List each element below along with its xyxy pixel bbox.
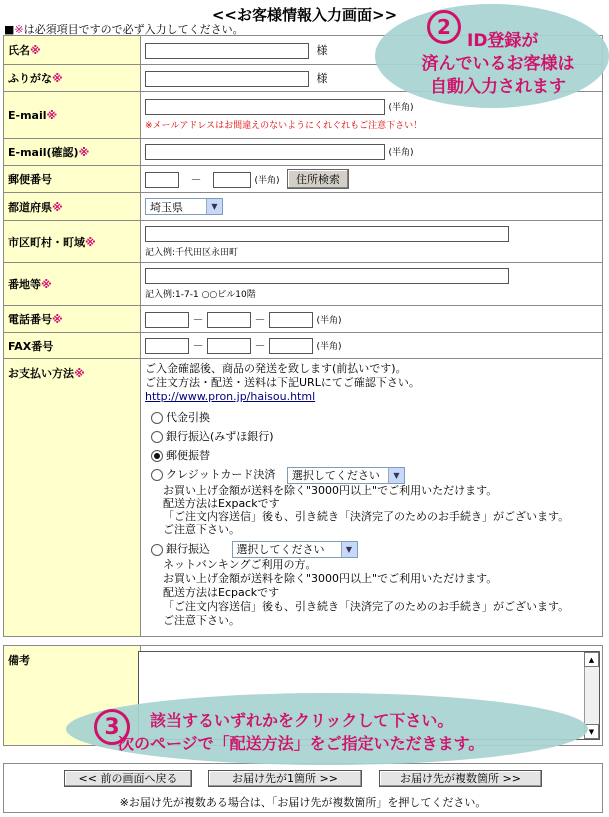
- dash: －: [254, 339, 266, 352]
- payment-option-bank-mizuho[interactable]: 銀行振込(みずほ銀行): [151, 427, 602, 446]
- radio-cod[interactable]: [151, 412, 163, 424]
- name-input[interactable]: [145, 43, 309, 59]
- radio-postal[interactable]: [151, 450, 163, 462]
- hankaku-note: (半角): [254, 176, 280, 186]
- annotation-3-line-1: 該当するいずれかをクリックして下さい。: [150, 711, 454, 730]
- radio-card[interactable]: [151, 469, 163, 481]
- annotation-bubble-2: [375, 4, 609, 108]
- shipping-info-link[interactable]: http://www.pron.jp/haisou.html: [145, 390, 316, 403]
- postal-input-2[interactable]: [213, 172, 251, 188]
- address-example: 記入例:1-7-1 ○○ビル10階: [145, 290, 256, 300]
- label-email: E-mail※: [4, 92, 141, 139]
- scroll-down-icon[interactable]: ▼: [584, 724, 599, 739]
- chevron-down-icon: ▼: [388, 468, 404, 483]
- email-input[interactable]: [145, 99, 385, 115]
- label-phone: 電話番号※: [4, 306, 141, 333]
- label-remarks: 備考: [4, 646, 141, 746]
- hankaku-note: (半角): [388, 103, 414, 113]
- scroll-up-icon[interactable]: ▲: [584, 652, 599, 667]
- label-payment: お支払い方法※: [4, 359, 141, 637]
- city-input[interactable]: [145, 226, 509, 242]
- row-postal: [4, 166, 603, 193]
- sama-suffix: 様: [316, 71, 328, 85]
- postal-input-1[interactable]: [145, 172, 179, 188]
- bottom-note: ※お届け先が複数ある場合は、「お届け先が複数箇所」を押してください。: [119, 796, 487, 809]
- phone-input-1[interactable]: [145, 312, 189, 328]
- multiple-destination-button[interactable]: お届け先が複数箇所 >>: [379, 770, 542, 787]
- row-email-confirm: [4, 139, 603, 166]
- payment-option-bank[interactable]: 銀行振込 選択してください ▼: [145, 541, 602, 558]
- annotation-2-line-2: 済んでいるお客様は: [421, 54, 575, 74]
- city-example: 記入例:千代田区永田町: [145, 247, 239, 258]
- card-select[interactable]: 選択してください ▼: [287, 467, 405, 484]
- customer-form: [3, 35, 603, 637]
- chevron-down-icon: ▼: [341, 542, 357, 557]
- single-destination-button[interactable]: お届け先が1箇所 >>: [208, 770, 362, 787]
- annotation-3-line-2: 次のページで「配送方法」をご指定いただきます。: [118, 734, 485, 753]
- dash: －: [254, 312, 266, 326]
- furigana-input[interactable]: [145, 71, 309, 87]
- required-note-text: は必須項目ですので必ず入力してください。: [23, 23, 244, 36]
- label-email-confirm: E-mail(確認)※: [4, 139, 141, 166]
- address-input[interactable]: [145, 268, 509, 284]
- row-address: [4, 263, 603, 306]
- dash: －: [192, 339, 204, 352]
- label-name: 氏名※: [4, 36, 141, 65]
- hankaku-note: (半角): [388, 148, 414, 158]
- back-button[interactable]: << 前の画面へ戻る: [64, 770, 192, 787]
- sama-suffix: 様: [316, 43, 328, 57]
- navigation-box: [3, 763, 603, 813]
- hankaku-note: (半角): [316, 342, 342, 352]
- annotation-2-line-1: ID登録が: [467, 31, 539, 51]
- card-notes: お買い上げ金額が送料を除く"3000円以上"でご利用いただけます。 配送方法はExpackです 「ご注文内容送信」後も、引き続き「決済完了のためのお手続き」がございます。 ご注意下さい。: [163, 484, 570, 536]
- label-furigana: ふりがな※: [4, 65, 141, 92]
- prefecture-select[interactable]: [145, 198, 223, 215]
- fax-input-3[interactable]: [269, 338, 313, 354]
- hankaku-note: (半角): [316, 315, 342, 326]
- radio-bank[interactable]: [151, 544, 163, 556]
- email-confirm-input[interactable]: [145, 144, 385, 160]
- fax-input-1[interactable]: [145, 338, 189, 354]
- phone-input-3[interactable]: [269, 312, 313, 328]
- payment-intro-1: ご入金確認後、商品の発送を致します(前払いです)。: [145, 362, 407, 375]
- required-mark: ■: [4, 23, 15, 36]
- label-prefecture: 都道府県※: [4, 193, 141, 221]
- row-prefecture: [4, 193, 603, 221]
- label-city: 市区町村・町域※: [4, 221, 141, 263]
- payment-intro-2: ご注文方法・配送・送料は下記URLにてご確認下さい。: [145, 376, 420, 389]
- label-postal: 郵便番号: [4, 166, 141, 193]
- row-fax: [4, 333, 603, 359]
- row-phone: [4, 306, 603, 333]
- radio-bank-mizuho[interactable]: [151, 431, 163, 443]
- step-3-badge: 3: [94, 709, 130, 745]
- dash: －: [190, 173, 202, 186]
- chevron-down-icon: ▼: [206, 199, 222, 214]
- row-city: [4, 221, 603, 263]
- required-star: ※: [14, 23, 24, 36]
- label-address: 番地等※: [4, 263, 141, 306]
- payment-option-cod[interactable]: 代金引換: [151, 408, 602, 427]
- phone-input-2[interactable]: [207, 312, 251, 328]
- payment-option-card[interactable]: クレジットカード決済 選択してください ▼: [151, 465, 602, 484]
- label-fax: FAX番号: [4, 333, 141, 359]
- bank-select[interactable]: 選択してください ▼: [232, 541, 358, 558]
- dash: －: [192, 312, 204, 326]
- address-search-button[interactable]: 住所検索: [287, 169, 349, 189]
- annotation-bubble-3: [66, 693, 588, 765]
- annotation-2-line-3: 自動入力されます: [430, 77, 566, 97]
- bank-notes: ネットバンキングご利用の方。 お買い上げ金額が送料を除く"3000円以上"でご利用いただけます。 配送方法はEcpackです 「ご注文内容送信」後も、引き続き「決済完了のためのお手続き」がございます。 ご注意下さい。: [163, 558, 570, 627]
- email-warning: ※メールアドレスはお間違えのないようにくれぐれもご注意下さい！: [145, 121, 423, 131]
- prefecture-value: 埼玉県: [150, 200, 183, 214]
- step-2-badge: 2: [427, 10, 461, 44]
- row-payment: [4, 359, 603, 637]
- page-title: <<お客様情報入力画面>>: [211, 6, 398, 24]
- payment-option-postal[interactable]: 郵便振替: [151, 446, 602, 465]
- fax-input-2[interactable]: [207, 338, 251, 354]
